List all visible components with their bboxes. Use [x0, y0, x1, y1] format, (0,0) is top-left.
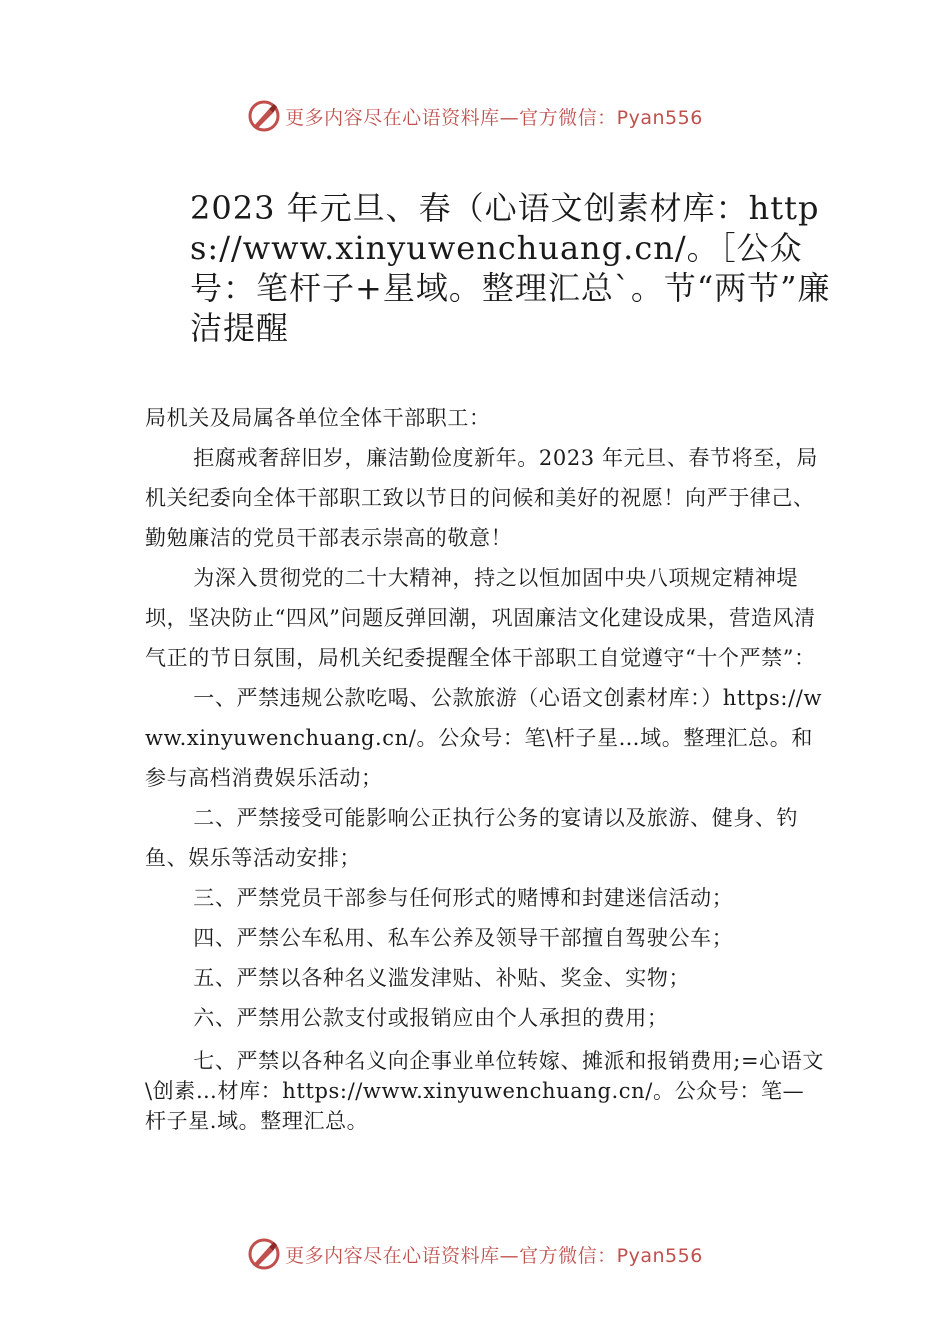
salutation: 局机关及局属各单位全体干部职工： [145, 406, 491, 430]
rule-item: 五、严禁以各种名义滥发津贴、补贴、奖金、实物； [193, 966, 691, 990]
paragraph-greeting: 拒腐戒奢辞旧岁，廉洁勤俭度新年。2023 年元旦、春节将至，局机关纪委向全体干部职工致以节日的问候和美好的祝愿！向严于律己、勤勉廉洁的党员干部表示崇高的敬意！ [145, 446, 819, 550]
header-banner [0, 96, 950, 136]
footer-banner-text: 更多内容尽在心语资料库—官方微信：Pyan556 [285, 1244, 703, 1267]
pen-nib-logo-icon [247, 1237, 281, 1271]
rule-item: 七、严禁以各种名义向企事业单位转嫁、摊派和报销费用;=心语文\创素…材库：https://www.xinyuwenchuang.cn/。公众号：笔—杆子星.域。整理汇总。 [145, 1049, 824, 1133]
header-banner-text: 更多内容尽在心语资料库—官方微信：Pyan556 [285, 106, 703, 129]
rule-item: 二、严禁接受可能影响公正执行公务的宴请以及旅游、健身、钓鱼、娱乐等活动安排； [145, 806, 799, 870]
pen-nib-logo-icon [247, 99, 281, 133]
document-body [145, 398, 825, 1136]
paragraph-intro: 为深入贯彻党的二十大精神，持之以恒加固中央八项规定精神堤坝，坚决防止“四风”问题反弹回潮，巩固廉洁文化建设成果，营造风清气正的节日氛围，局机关纪委提醒全体干部职工自觉遵守“十个严禁”： [145, 566, 816, 670]
page-title: 2023 年元旦、春（心语文创素材库：https://www.xinyuwenchuang.cn/。［公众号：笔杆子+星域。整理汇总`。节“两节”廉洁提醒 [190, 189, 831, 347]
rule-item: 六、严禁用公款支付或报销应由个人承担的费用； [193, 1006, 669, 1030]
rule-item: 一、严禁违规公款吃喝、公款旅游（心语文创素材库：）https://www.xinyuwenchuang.cn/。公众号：笔\杆子星…域。整理汇总。和参与高档消费娱乐活动； [145, 686, 823, 790]
rule-item: 四、严禁公车私用、私车公养及领导干部擅自驾驶公车； [193, 926, 734, 950]
footer-banner [0, 1234, 950, 1274]
rule-item: 三、严禁党员干部参与任何形式的赌博和封建迷信活动； [193, 886, 734, 910]
